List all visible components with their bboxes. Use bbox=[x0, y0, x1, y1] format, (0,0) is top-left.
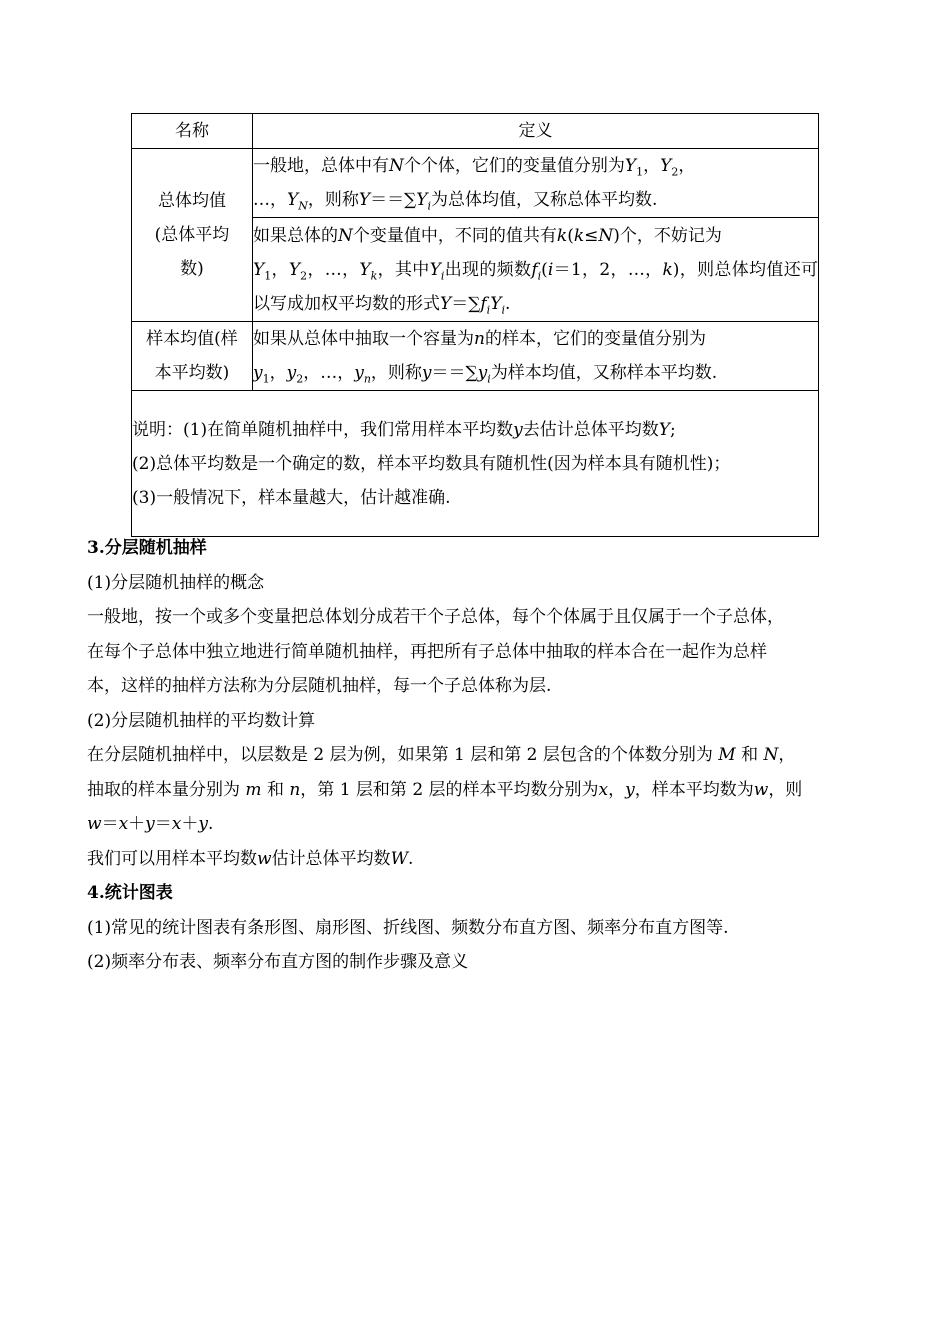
paragraph-line bbox=[87, 842, 877, 877]
math-var: n bbox=[474, 329, 485, 349]
text: ，…， bbox=[307, 259, 360, 280]
math-var: Y bbox=[440, 293, 452, 314]
population-mean-name bbox=[132, 149, 253, 322]
text: )个，不妨记为 bbox=[613, 225, 722, 246]
math-var: n bbox=[289, 779, 301, 800]
text: ， bbox=[643, 156, 661, 176]
paragraph-line bbox=[87, 738, 877, 773]
table-note bbox=[132, 391, 819, 537]
math-var: Y bbox=[660, 156, 672, 176]
text: ， bbox=[778, 745, 796, 765]
text: ＝1，2，…， bbox=[553, 259, 663, 280]
subscript: n bbox=[363, 372, 371, 386]
text: 估计总体平均数 bbox=[271, 848, 391, 869]
math-var: Y bbox=[359, 259, 371, 280]
math-var: Y bbox=[624, 156, 637, 176]
math-var: Y bbox=[429, 259, 441, 280]
header-name: 名称 bbox=[132, 114, 253, 149]
text: ＝∑ bbox=[451, 293, 481, 314]
text: ( bbox=[541, 259, 548, 280]
table-note-row bbox=[132, 391, 819, 537]
subscript: i bbox=[486, 302, 491, 316]
text: 个个体，它们的变量值分别为 bbox=[403, 156, 625, 176]
math-var: k bbox=[573, 225, 585, 246]
name-line: 数) bbox=[180, 259, 204, 279]
math-var: Y bbox=[416, 190, 428, 210]
paragraph-line: 本，这样的抽样方法称为分层随机抽样，每一个子总体称为层. bbox=[87, 676, 552, 696]
math-var: Y bbox=[253, 259, 265, 280]
subscript: 2 bbox=[296, 372, 304, 386]
name-line: (总体平均 bbox=[154, 225, 230, 245]
mean-definition-table bbox=[131, 113, 819, 537]
subscript: i bbox=[427, 199, 431, 213]
sample-mean-definition bbox=[253, 322, 819, 391]
text: ＝ bbox=[101, 814, 119, 834]
math-var: Y bbox=[287, 190, 299, 210]
paragraph-line: 一般地，按一个或多个变量把总体划分成若干个子总体，每个个体属于且仅属于一个子总体， bbox=[87, 607, 784, 627]
text: 为总体均值，又称总体平均数. bbox=[431, 190, 658, 210]
math-var: Y bbox=[358, 190, 371, 210]
math-var: m bbox=[245, 779, 262, 800]
name-line: 样本均值(样 bbox=[146, 329, 238, 349]
math-var: x bbox=[598, 779, 609, 800]
text: 为样本均值，又称样本平均数. bbox=[490, 363, 718, 383]
text: ， bbox=[271, 259, 289, 280]
math-var: f bbox=[531, 259, 538, 280]
math-var: y bbox=[354, 363, 364, 383]
text: ( bbox=[567, 225, 574, 246]
text: 和 bbox=[741, 745, 759, 765]
paragraph-line: (2)频率分布表、频率分布直方图的制作步骤及意义 bbox=[87, 952, 469, 972]
math-var: y bbox=[198, 814, 208, 834]
body-text bbox=[87, 531, 877, 980]
math-var: i bbox=[547, 259, 554, 280]
text: ， bbox=[269, 363, 287, 383]
text: 去估计总体平均数 bbox=[522, 419, 659, 440]
math-var: y bbox=[421, 363, 432, 383]
text: . bbox=[408, 848, 414, 869]
subscript: 2 bbox=[671, 165, 679, 179]
text: 如果从总体中抽取一个容量为 bbox=[253, 329, 474, 349]
math-var: y bbox=[253, 363, 263, 383]
text: ＋ bbox=[128, 814, 146, 834]
subscript: k bbox=[370, 268, 378, 282]
paragraph-line bbox=[87, 773, 877, 808]
text: (2)总体平均数是一个确定的数，样本平均数具有随机性(因为样本具有随机性)； bbox=[132, 453, 731, 474]
subscript: 1 bbox=[264, 268, 272, 282]
text: ，则称 bbox=[370, 363, 422, 383]
math-var: Y bbox=[658, 419, 670, 440]
table-header-row bbox=[132, 114, 819, 149]
text: 和 bbox=[266, 779, 284, 800]
text: ，则 bbox=[768, 779, 803, 800]
math-var: y bbox=[477, 363, 488, 383]
math-var: x bbox=[171, 814, 182, 834]
text: ，则称 bbox=[307, 190, 359, 210]
formula-line bbox=[87, 807, 877, 842]
subscript: i bbox=[537, 268, 542, 282]
text: ; bbox=[669, 419, 676, 440]
math-var: w bbox=[87, 814, 102, 834]
math-var: Y bbox=[490, 293, 502, 314]
math-var: x bbox=[118, 814, 129, 834]
math-var: k bbox=[662, 259, 673, 280]
name-line: 总体均值 bbox=[158, 191, 226, 211]
section-title: 3.分层随机抽样 bbox=[87, 538, 207, 558]
subscript: 1 bbox=[262, 372, 270, 386]
population-mean-definition-1 bbox=[253, 149, 819, 218]
text: 说明：(1)在简单随机抽样中，我们常用样本平均数 bbox=[132, 419, 514, 440]
subsection-title: (1)分层随机抽样的概念 bbox=[87, 572, 265, 593]
subscript: N bbox=[298, 199, 308, 213]
math-var: f bbox=[480, 293, 487, 314]
text: 的样本，它们的变量值分别为 bbox=[484, 329, 706, 349]
text: 出现的频数 bbox=[444, 259, 532, 280]
text: 如果总体的 bbox=[253, 225, 338, 246]
text: ＝ bbox=[154, 814, 172, 834]
text: 在分层随机抽样中，以层数是 2 层为例，如果第 1 层和第 2 层包含的个体数分别为 bbox=[87, 745, 713, 765]
text: ，第 1 层和第 2 层的样本平均数分别为 bbox=[300, 779, 599, 800]
name-line: 本平均数) bbox=[154, 363, 230, 383]
math-var: y bbox=[286, 363, 297, 383]
subscript: 1 bbox=[636, 165, 644, 179]
math-var: N bbox=[598, 225, 614, 246]
text: ， bbox=[678, 156, 696, 176]
subsection-title: (2)分层随机抽样的平均数计算 bbox=[87, 710, 316, 731]
math-var: w bbox=[753, 779, 769, 800]
math-var: M bbox=[718, 745, 736, 765]
header-definition: 定义 bbox=[253, 114, 819, 149]
table-row bbox=[132, 322, 819, 391]
text: . bbox=[504, 293, 511, 314]
subscript: i bbox=[487, 372, 491, 386]
text: 个变量值中，不同的值共有 bbox=[352, 225, 557, 246]
section-title: 4.统计图表 bbox=[87, 883, 173, 903]
paragraph-line: (1)常见的统计图表有条形图、扇形图、折线图、频数分布直方图、频率分布直方图等. bbox=[87, 917, 729, 938]
math-var: N bbox=[763, 745, 779, 765]
math-var: y bbox=[625, 779, 635, 800]
subscript: 2 bbox=[300, 268, 308, 282]
math-var: y bbox=[513, 419, 523, 440]
subscript: i bbox=[440, 268, 445, 282]
sample-mean-name bbox=[132, 322, 253, 391]
text: ≤ bbox=[584, 225, 599, 246]
text: ，样本平均数为 bbox=[634, 779, 754, 800]
math-var: Y bbox=[288, 259, 301, 280]
text: 我们可以用样本平均数 bbox=[87, 848, 257, 869]
text: . bbox=[207, 814, 214, 834]
math-var: N bbox=[389, 156, 404, 176]
text: …， bbox=[253, 190, 287, 210]
population-mean-definition-2 bbox=[253, 218, 819, 322]
math-var: y bbox=[145, 814, 155, 834]
paragraph-line: 在每个子总体中独立地进行简单随机抽样，再把所有子总体中抽取的样本合在一起作为总样 bbox=[87, 641, 767, 662]
text: ，…， bbox=[303, 363, 355, 383]
math-var: k bbox=[556, 225, 568, 246]
text: ＋ bbox=[181, 814, 199, 834]
text: ，其中 bbox=[377, 259, 430, 280]
text: )，则总体均值还可以写成加权平均数的形式 bbox=[253, 259, 819, 314]
text: 抽取的样本量分别为 bbox=[87, 779, 240, 800]
text: (3)一般情况下，样本量越大，估计越准确. bbox=[132, 487, 451, 508]
math-var: w bbox=[257, 848, 272, 869]
text: ＝＝∑ bbox=[431, 363, 478, 383]
text: 一般地，总体中有 bbox=[253, 156, 389, 176]
text: ＝＝∑ bbox=[370, 190, 417, 210]
text: ， bbox=[608, 779, 626, 800]
subscript: i bbox=[501, 302, 505, 316]
math-var: N bbox=[338, 225, 353, 246]
math-var: W bbox=[390, 848, 409, 869]
table-row bbox=[132, 149, 819, 218]
